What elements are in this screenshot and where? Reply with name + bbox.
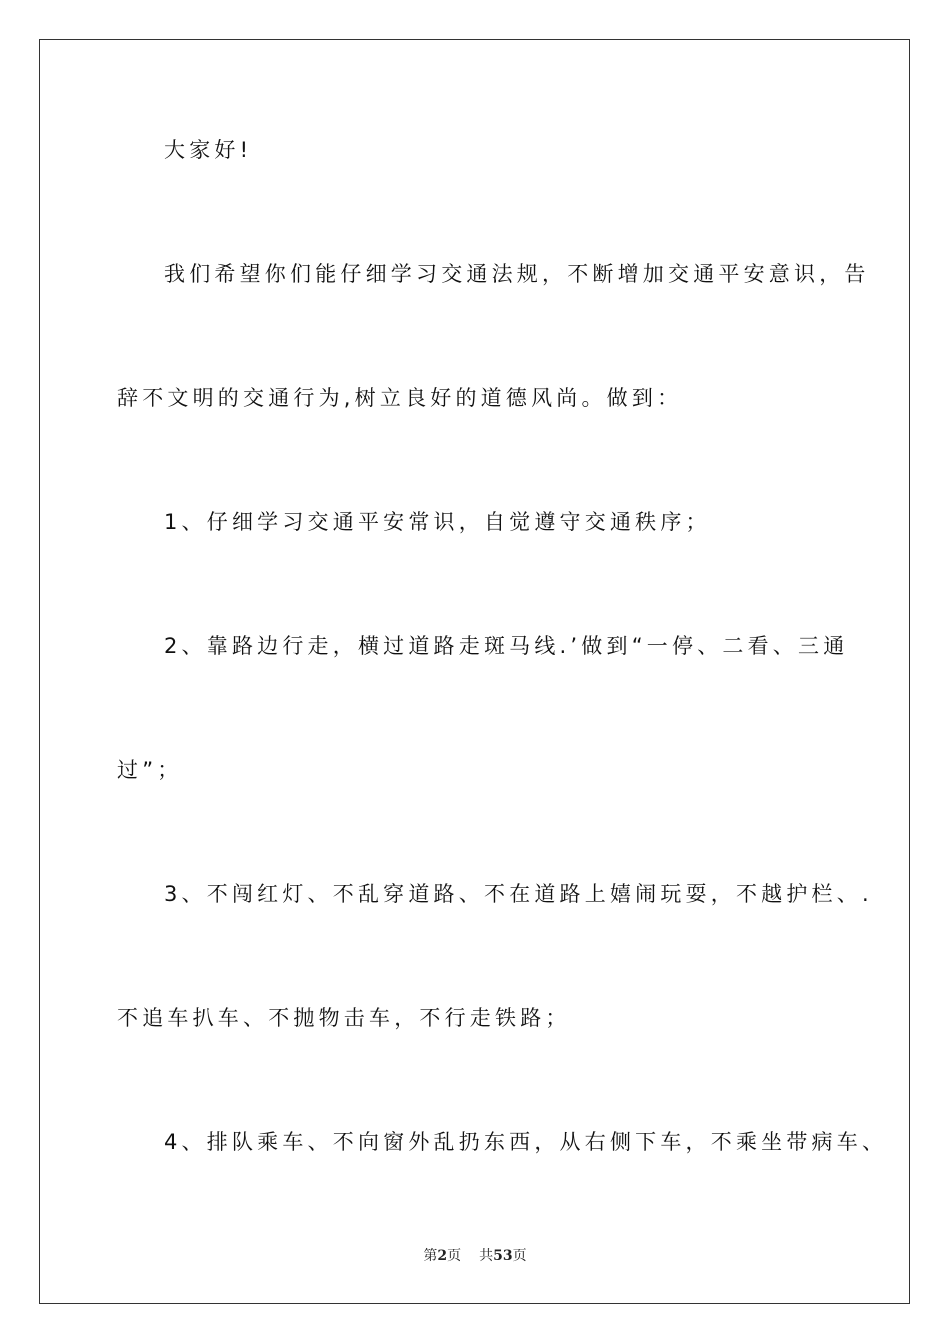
footer-total-pages: 53 [493,1248,513,1264]
paragraph-line: 不追车扒车、不抛物击车，不行走铁路； [117,1006,571,1030]
footer-page-suffix: 页 [447,1248,462,1264]
page-footer [0,1246,950,1266]
paragraph-line: 3、不闯红灯、不乱穿道路、不在道路上嬉闹玩耍，不越护栏、. [164,882,873,906]
paragraph-line: 2、靠路边行走，横过道路走斑马线.’做到“一停、二看、三通 [164,634,849,658]
paragraph-line: 1、仔细学习交通平安常识，自觉遵守交通秩序； [164,510,711,534]
paragraph-line: 我们希望你们能仔细学习交通法规，不断增加交通平安意识，告 [164,262,870,286]
footer-total-prefix: 共 [479,1248,494,1264]
footer-page-number: 2 [437,1248,448,1264]
page-border [39,39,910,1304]
paragraph-line: 辞不文明的交通行为,树立良好的道德风尚。做到： [117,386,683,410]
paragraph-line: 大家好! [164,138,253,162]
paragraph-line: 过”； [117,758,183,782]
paragraph-line: 4、排队乘车、不向窗外乱扔东西，从右侧下车，不乘坐带病车、 [164,1130,888,1154]
footer-page-prefix: 第 [423,1248,438,1264]
footer-total-suffix: 页 [512,1248,527,1264]
